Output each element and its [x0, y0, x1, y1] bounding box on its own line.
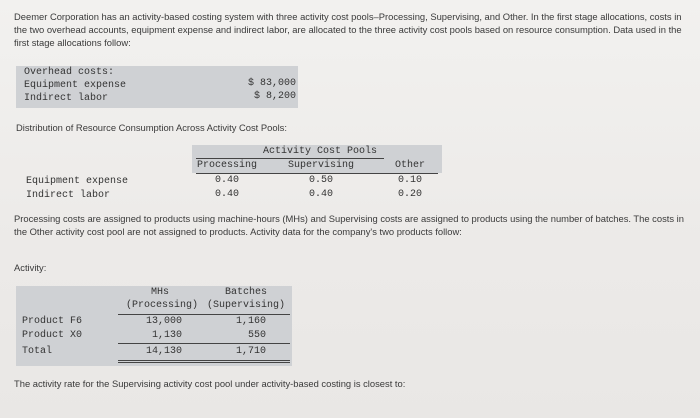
activity-title: Activity:: [14, 262, 47, 273]
overhead-row-label: Indirect labor: [24, 93, 109, 104]
activity-double-rule: [118, 362, 290, 363]
dist-row-label: Equipment expense: [26, 176, 129, 187]
col-supervising: Supervising: [287, 160, 354, 171]
overhead-heading: Overhead costs:: [24, 67, 115, 78]
column-header-rule: [196, 173, 438, 174]
dist-cell: 0.40: [214, 175, 239, 186]
dist-cell: 0.20: [397, 189, 422, 200]
distribution-title: Distribution of Resource Consumption Across Activity Cost Pools:: [16, 122, 287, 133]
activity-total-cell: 1,710: [235, 346, 266, 357]
dist-row-label: Indirect labor: [26, 190, 111, 201]
col-mhs-line1: MHs: [150, 287, 169, 298]
activity-cell: 13,000: [145, 316, 182, 327]
question-text: The activity rate for the Supervising activity cost pool under activity-based costing is closest to:: [14, 378, 406, 389]
activity-cell: 1,160: [235, 316, 266, 327]
activity-cost-pools-header: Activity Cost Pools: [262, 146, 378, 157]
group-header-rule: [196, 158, 384, 159]
activity-row-label: Product F6: [22, 316, 83, 327]
col-batches-line1: Batches: [224, 287, 267, 298]
col-mhs-line2: (Processing): [125, 300, 198, 311]
activity-double-rule: [118, 360, 290, 361]
activity-row-label: Product X0: [22, 330, 83, 341]
assignment-paragraph: Processing costs are assigned to products using machine-hours (MHs) and Supervising costs are assigned to products using the number of batches. The costs in the Other activity cost pool are not assigned to products. Activity data for the company's two products follow:: [14, 213, 684, 237]
intro-paragraph: Deemer Corporation has an activity-based costing system with three activity cost pools–Processing, Supervising, and Other. In the first stage allocations, costs in the two overhead accounts, equipment expense and indirect labor, are allocated to the three activity cost pools based on resource consumption. Data used in the first stage allocations follow:: [14, 11, 682, 48]
col-other: Other: [394, 160, 425, 171]
activity-header-rule: [118, 314, 290, 315]
activity-total-rule: [118, 343, 290, 344]
dist-cell: 0.40: [308, 189, 333, 200]
dist-cell: 0.50: [308, 175, 333, 186]
overhead-table: [16, 66, 298, 108]
activity-total-cell: 14,130: [145, 346, 182, 357]
activity-cell: 1,130: [151, 330, 182, 341]
overhead-row-value: $ 83,000: [247, 78, 296, 89]
activity-cell: 550: [247, 330, 266, 341]
col-batches-line2: (Supervising): [206, 300, 285, 311]
dist-cell: 0.10: [397, 175, 422, 186]
activity-total-label: Total: [22, 346, 53, 357]
dist-cell: 0.40: [214, 189, 239, 200]
col-processing: Processing: [196, 160, 257, 171]
overhead-row-label: Equipment expense: [24, 80, 127, 91]
overhead-row-value: $ 8,200: [253, 91, 296, 102]
